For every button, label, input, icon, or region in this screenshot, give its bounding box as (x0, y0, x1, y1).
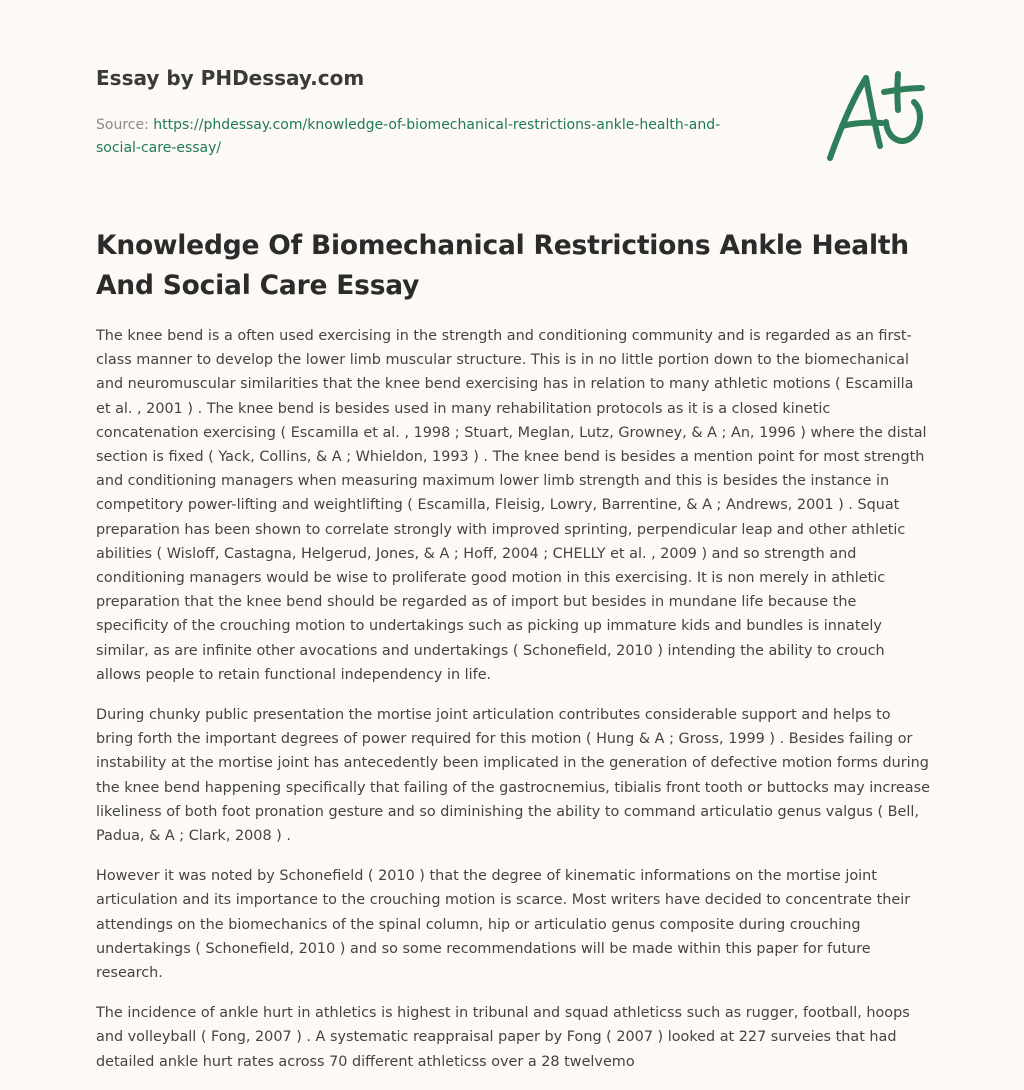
site-header (96, 64, 796, 160)
article-title: Knowledge Of Biomechanical Restrictions Ankle Health And Social Care Essay (96, 230, 909, 301)
article-body (96, 324, 932, 1090)
article-paragraph: The knee bend is a often used exercising in the strength and conditioning community and is regarded as an first-class manner to develop the lower limb muscular structure. This is in no little portion down to the biomechanical and neuromuscular similarities that the knee bend exercising has in relation to many athletic motions ( Escamilla et al. , 2001 ) . The knee bend is besides used in many rehabilitation protocols as it is a closed kinetic concatenation exercising ( Escamilla et al. , 1998 ; Stuart, Meglan, Lutz, Growney, & A ; An, 1996 ) where the distal section is fixed ( Yack, Collins, & A ; Whieldon, 1993 ) . The knee bend is besides a mention point for most strength and conditioning managers when measuring maximum lower limb strength and this is besides the instance in competitory power-lifting and weightlifting ( Escamilla, Fleisig, Lowry, Barrentine, & A ; Andrews, 2001 ) . Squat preparation has been shown to correlate strongly with improved sprinting, perpendicular leap and other athletic abilities ( Wisloff, Castagna, Helgerud, Jones, & A ; Hoff, 2004 ; CHELLY et al. , 2009 ) and so strength and conditioning managers would be wise to proliferate good motion in this exercising. It is non merely in athletic preparation that the knee bend should be regarded as of import but besides in mundane life because the specificity of the crouching motion to undertakings such as picking up immature kids and bundles is innately similar, as are infinite other avocations and undertakings ( Schonefield, 2010 ) intending the ability to crouch allows people to retain functional independency in life. (96, 328, 927, 683)
article-paragraph: During chunky public presentation the mortise joint articulation contributes considerable support and helps to bring forth the important degrees of power required for this motion ( Hung & A ; Gross, 1999 ) . Besides failing or instability at the mortise joint has antecedently been implicated in the generation of defective motion forms during the knee bend happening specifically that failing of the gastrocnemius, tibialis front tooth or buttocks may increase likeliness of both foot pronation gesture and so diminishing the ability to command articulatio genus valgus ( Bell, Padua, & A ; Clark, 2008 ) . (96, 707, 930, 845)
site-title: Essay by PHDessay.com (96, 66, 365, 90)
source-label: Source: (96, 117, 154, 133)
source-line (96, 114, 756, 160)
article-paragraph: However it was noted by Schonefield ( 2010 ) that the degree of kinematic informations on the mortise joint articulation and its importance to the crouching motion is scarce. Most writers have decided to concentrate their attendings on the biomechanics of the spinal column, hip or articulatio genus composite during crouching undertakings ( Schonefield, 2010 ) and so some recommendations will be made within this paper for future research. (96, 868, 911, 982)
source-link[interactable]: https://phdessay.com/knowledge-of-biomechanical-restrictions-ankle-health-and-social-care-essay/ (96, 117, 721, 156)
article-paragraph: The incidence of ankle hurt in athletics is highest in tribunal and squad athleticss such as rugger, football, hoops and volleyball ( Fong, 2007 ) . A systematic reappraisal paper by Fong ( 2007 ) looked at 227 surveies that had detailed ankle hurt rates across 70 different athleticss over a 28 twelvemo (96, 1005, 910, 1070)
a-plus-logo-icon (822, 68, 928, 164)
